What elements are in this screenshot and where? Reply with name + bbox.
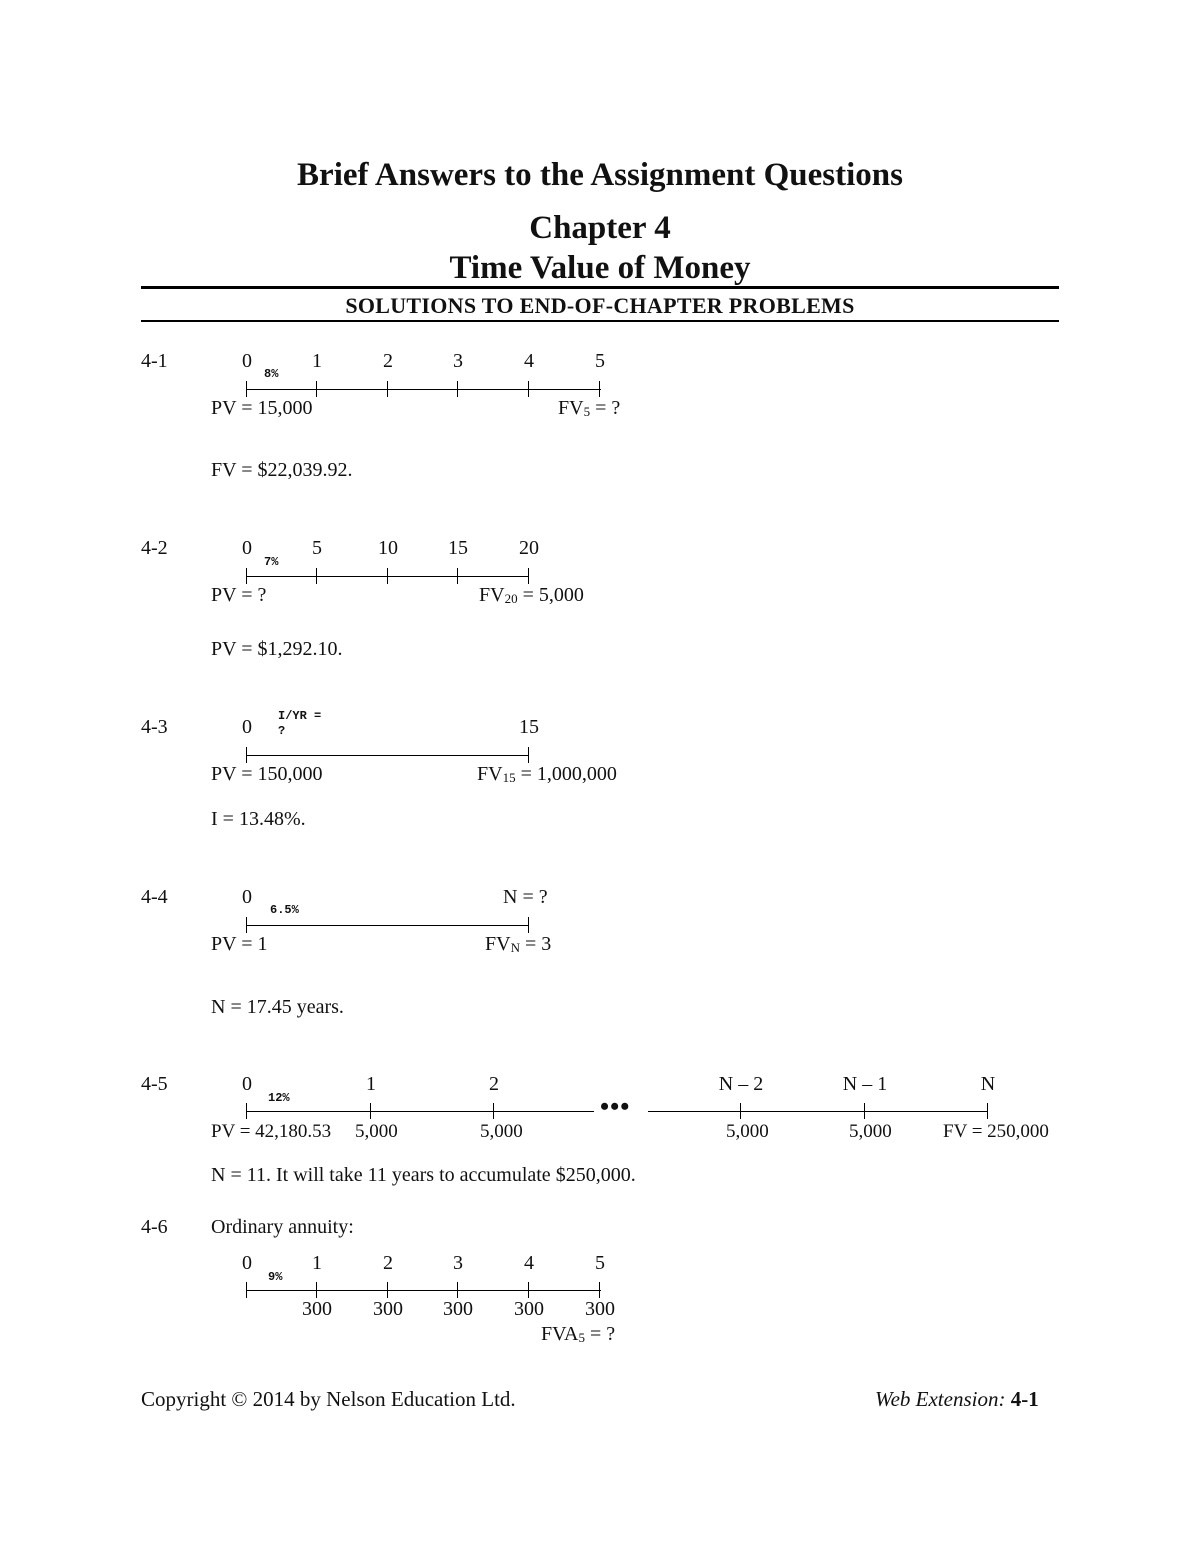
cash-flow-label: 5,000 bbox=[480, 1121, 523, 1142]
page-footer bbox=[875, 1387, 1039, 1412]
timeline-tick bbox=[387, 381, 388, 397]
timeline-tick-label: 1 bbox=[312, 1252, 322, 1274]
chapter-topic: Time Value of Money bbox=[449, 250, 751, 286]
future-value-label: FV = 250,000 bbox=[943, 1121, 1049, 1142]
timeline-tick-label: 2 bbox=[383, 1252, 393, 1274]
present-value-label: PV = 1 bbox=[211, 933, 268, 955]
document-title: Brief Answers to the Assignment Questions bbox=[297, 157, 903, 193]
problem-answer: N = 17.45 years. bbox=[211, 996, 344, 1018]
timeline-tick bbox=[370, 1103, 371, 1119]
timeline-tick-label: 10 bbox=[378, 537, 398, 559]
timeline-tick bbox=[528, 1282, 529, 1298]
timeline-tick-label: 2 bbox=[489, 1073, 499, 1095]
web-extension-label: Web Extension: bbox=[875, 1387, 1006, 1411]
timeline-tick bbox=[493, 1103, 494, 1119]
page-number: 4-1 bbox=[1010, 1387, 1039, 1411]
timeline-tick-label: N – 2 bbox=[718, 1073, 764, 1095]
interest-rate-label: 12% bbox=[268, 1091, 290, 1105]
timeline-tick-label: 15 bbox=[448, 537, 468, 559]
timeline-tick bbox=[457, 568, 458, 584]
payment-label: 300 bbox=[514, 1298, 544, 1320]
timeline-axis bbox=[246, 925, 529, 926]
timeline-axis-left bbox=[246, 1111, 594, 1112]
timeline-tick-label: 0 bbox=[242, 350, 252, 372]
problem-number: 4-3 bbox=[141, 716, 168, 738]
timeline-tick bbox=[864, 1103, 865, 1119]
timeline-tick-label: 5 bbox=[595, 1252, 605, 1274]
payment-label: 300 bbox=[443, 1298, 473, 1320]
timeline-axis bbox=[246, 755, 529, 756]
payment-label: 300 bbox=[585, 1298, 615, 1320]
future-value-label: $FV_5$ = ? bbox=[558, 397, 621, 419]
timeline-tick-label: 20 bbox=[519, 537, 539, 559]
timeline-tick-label: N – 1 bbox=[842, 1073, 888, 1095]
problem-number: 4-1 bbox=[141, 350, 168, 372]
problem-answer: N = 11. It will take 11 years to accumulate $250,000. bbox=[211, 1164, 636, 1186]
timeline-tick bbox=[246, 917, 247, 933]
cash-flow-label: 5,000 bbox=[726, 1121, 769, 1142]
timeline-tick-label: 5 bbox=[312, 537, 322, 559]
timeline-tick-label: N = ? bbox=[503, 886, 548, 908]
timeline-tick bbox=[246, 1282, 247, 1298]
problem-answer: FV = $22,039.92. bbox=[211, 459, 353, 481]
timeline-tick bbox=[316, 568, 317, 584]
timeline-tick-label: 0 bbox=[242, 716, 252, 738]
timeline-axis bbox=[246, 389, 601, 390]
timeline-tick bbox=[246, 1103, 247, 1119]
timeline-tick-label: 4 bbox=[524, 1252, 534, 1274]
cash-flow-label: 5,000 bbox=[849, 1121, 892, 1142]
timeline-tick bbox=[528, 568, 529, 584]
timeline-tick-label: 0 bbox=[242, 537, 252, 559]
timeline-tick-label: 5 bbox=[595, 350, 605, 372]
timeline-tick bbox=[316, 381, 317, 397]
timeline-tick bbox=[528, 747, 529, 763]
timeline-tick-label: N bbox=[980, 1073, 996, 1095]
payment-label: 300 bbox=[302, 1298, 332, 1320]
heading-rule-top bbox=[141, 286, 1059, 289]
timeline-tick-label: 0 bbox=[242, 1073, 252, 1095]
timeline-tick-label: 1 bbox=[366, 1073, 376, 1095]
timeline-axis bbox=[246, 1290, 601, 1291]
copyright-notice: Copyright © 2014 by Nelson Education Ltd. bbox=[141, 1387, 516, 1411]
timeline-tick bbox=[246, 747, 247, 763]
timeline-tick bbox=[599, 381, 600, 397]
heading-rule-bottom bbox=[141, 320, 1059, 322]
timeline-axis-right bbox=[648, 1111, 988, 1112]
timeline-tick-label: 0 bbox=[242, 1252, 252, 1274]
problem-number: 4-2 bbox=[141, 537, 168, 559]
timeline-tick-label: 4 bbox=[524, 350, 534, 372]
timeline-tick-label: 2 bbox=[383, 350, 393, 372]
timeline-tick-label: 1 bbox=[312, 350, 322, 372]
timeline-tick-label: 3 bbox=[453, 1252, 463, 1274]
timeline-tick bbox=[987, 1103, 988, 1119]
problem-number: 4-4 bbox=[141, 886, 168, 908]
section-heading: SOLUTIONS TO END-OF-CHAPTER PROBLEMS bbox=[345, 293, 855, 318]
present-value-label: PV = 150,000 bbox=[211, 763, 323, 785]
timeline-tick bbox=[246, 381, 247, 397]
present-value-label: PV = ? bbox=[211, 584, 267, 606]
problem-number: 4-5 bbox=[141, 1073, 168, 1095]
chapter-heading: Chapter 4 bbox=[529, 210, 671, 246]
timeline-tick-label: 15 bbox=[519, 716, 539, 738]
problem-subheading: Ordinary annuity: bbox=[211, 1216, 354, 1238]
timeline-tick bbox=[387, 568, 388, 584]
future-value-label: $FV_{15} = 1,000,000$ bbox=[477, 763, 617, 785]
interest-rate-label: 8% bbox=[264, 367, 279, 381]
future-value-label: $FVA_5$ = ? bbox=[541, 1323, 616, 1345]
timeline-tick bbox=[316, 1282, 317, 1298]
present-value-label: PV = 42,180.53 bbox=[211, 1121, 332, 1142]
present-value-label: PV = 15,000 bbox=[211, 397, 313, 419]
timeline-ellipsis: ••• bbox=[600, 1092, 631, 1121]
interest-rate-label: 7% bbox=[264, 555, 279, 569]
future-value-label: $FV_N = 3$ bbox=[485, 933, 552, 955]
timeline-tick bbox=[528, 381, 529, 397]
problem-number: 4-6 bbox=[141, 1216, 168, 1238]
timeline-tick bbox=[740, 1103, 741, 1119]
interest-rate-label: 9% bbox=[268, 1270, 283, 1284]
timeline-tick-label: 3 bbox=[453, 350, 463, 372]
payment-label: 300 bbox=[373, 1298, 403, 1320]
interest-rate-unknown: ? bbox=[278, 724, 286, 738]
interest-rate-label: 6.5% bbox=[270, 903, 299, 917]
cash-flow-label: 5,000 bbox=[355, 1121, 398, 1142]
timeline-tick bbox=[528, 917, 529, 933]
timeline-tick bbox=[599, 1282, 600, 1298]
interest-rate-label: I/YR = bbox=[278, 709, 322, 723]
timeline-tick bbox=[457, 381, 458, 397]
timeline-tick-label: 0 bbox=[242, 886, 252, 908]
timeline-tick bbox=[246, 568, 247, 584]
timeline-tick bbox=[457, 1282, 458, 1298]
problem-answer: I = 13.48%. bbox=[211, 808, 306, 830]
future-value-label: $FV_{20} = 5,000$ bbox=[479, 584, 584, 606]
problem-answer: PV = $1,292.10. bbox=[211, 638, 343, 660]
timeline-tick bbox=[387, 1282, 388, 1298]
